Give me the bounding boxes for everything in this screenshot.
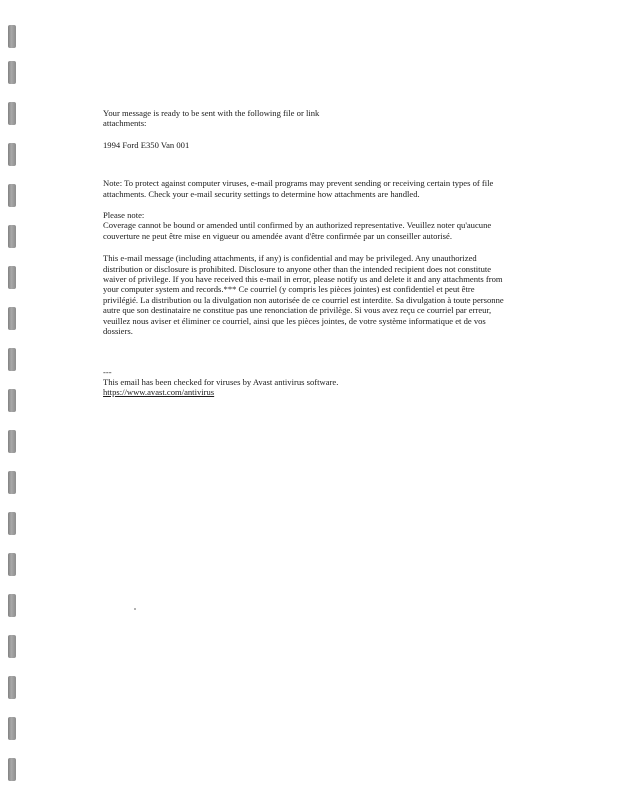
punch-hole: [8, 512, 16, 535]
confidentiality-notice: autre que son destinataire ne constitue pas une renonciation de privilège. Si vous avez reçu ce courriel par erreur,: [103, 305, 492, 316]
punch-hole: [8, 594, 16, 617]
signature-separator: ---: [103, 366, 112, 377]
coverage-notice: couverture ne peut être mise en vigueur ou amendée avant d'être confirmée par un conseiller autorisé.: [103, 230, 452, 241]
confidentiality-notice: distribution or disclosure is prohibited. Disclosure to anyone other than the intended recipient does not constitute: [103, 263, 492, 274]
please-note-heading: Please note:: [103, 210, 145, 221]
punch-hole: [8, 553, 16, 576]
confidentiality-notice: waiver of privilege. If you have received this e-mail in error, please notify us and delete it and any attachments from: [103, 274, 503, 285]
punch-hole: [8, 430, 16, 453]
avast-link[interactable]: https://www.avast.com/antivirus: [103, 387, 215, 398]
punch-hole: [8, 717, 16, 740]
confidentiality-notice: dossiers.: [103, 326, 133, 337]
punch-hole: [8, 348, 16, 371]
confidentiality-notice: your computer system and records.*** Ce courriel (y compris les pièces jointes) est confidentiel et peut être: [103, 284, 475, 295]
punch-hole: [8, 143, 16, 166]
punch-hole: [8, 61, 16, 84]
confidentiality-notice: This e-mail message (including attachments, if any) is confidential and may be privileged. Any unauthorized: [103, 253, 477, 264]
email-body: [103, 108, 523, 398]
punch-hole: [8, 758, 16, 781]
punch-hole: [8, 635, 16, 658]
punch-hole: [8, 266, 16, 289]
punch-hole: [8, 676, 16, 699]
punch-hole: [8, 184, 16, 207]
confidentiality-notice: privilégié. La distribution ou la divulgation non autorisée de ce courriel est interdite. Sa divulgation à toute personne: [103, 294, 504, 305]
punch-hole: [8, 102, 16, 125]
punch-hole: [8, 471, 16, 494]
avast-notice: This email has been checked for viruses by Avast antivirus software.: [103, 376, 339, 387]
virus-note: Note: To protect against computer viruses, e-mail programs may prevent sending or receiving certain types of file: [103, 178, 494, 189]
intro-text: attachments:: [103, 118, 147, 129]
coverage-notice: Coverage cannot be bound or amended until confirmed by an authorized representative. Veuillez noter qu'aucune: [103, 220, 492, 231]
punch-hole-strip: [0, 0, 22, 811]
attachment-name: 1994 Ford E350 Van 001: [103, 139, 190, 150]
intro-text: Your message is ready to be sent with the following file or link: [103, 108, 320, 118]
scan-speck: [134, 608, 136, 610]
virus-note: attachments. Check your e-mail security settings to determine how attachments are handled.: [103, 188, 420, 199]
punch-hole: [8, 25, 16, 48]
punch-hole: [8, 225, 16, 248]
punch-hole: [8, 389, 16, 412]
confidentiality-notice: veuillez nous aviser et éliminer ce courriel, ainsi que les pièces jointes, de votre système informatique et de vos: [103, 315, 486, 326]
punch-hole: [8, 307, 16, 330]
